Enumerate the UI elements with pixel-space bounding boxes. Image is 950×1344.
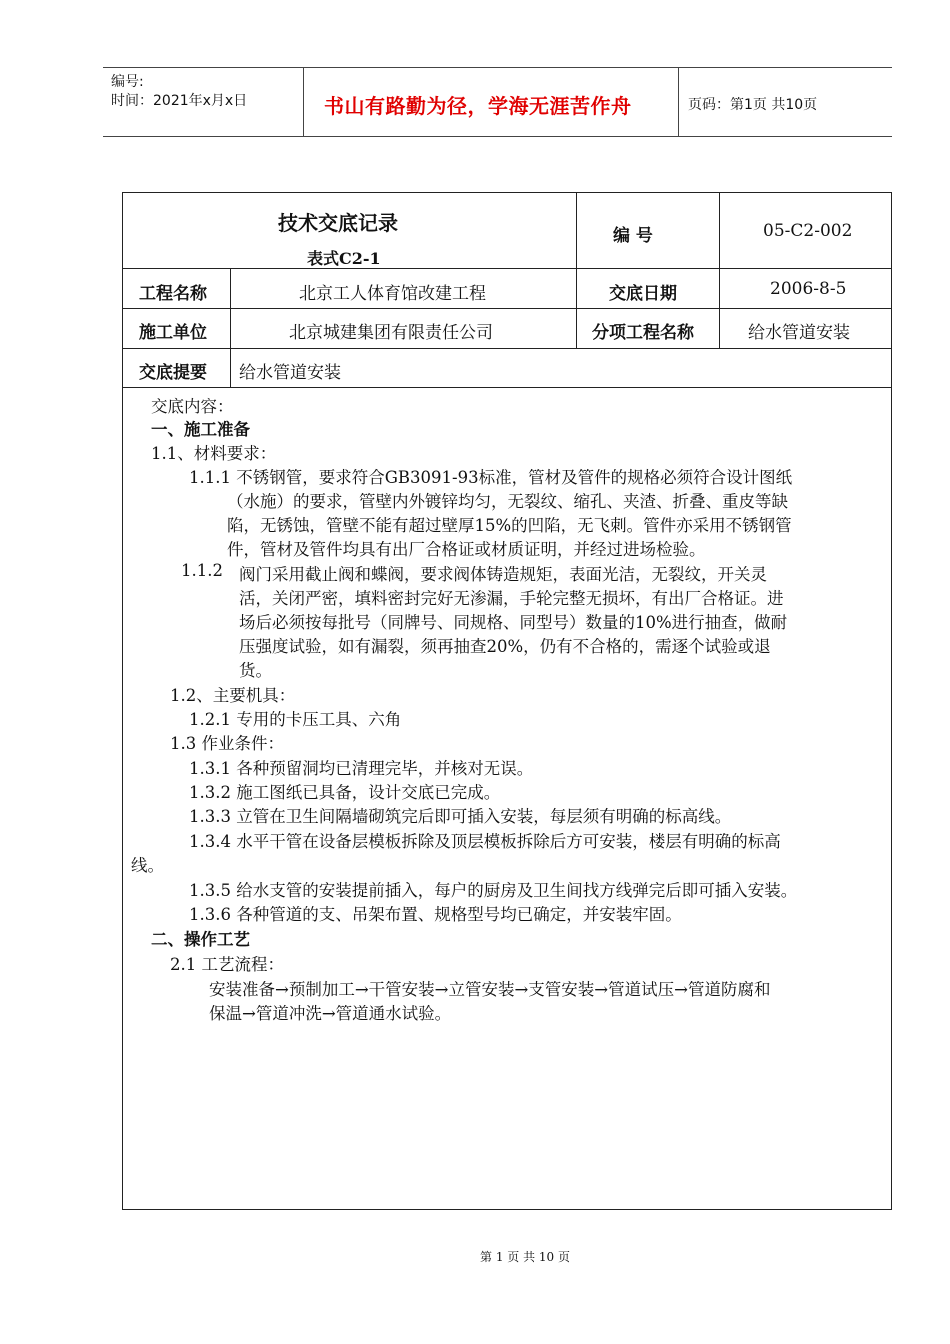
subsection-heading: 1.3 作业条件： bbox=[170, 734, 284, 753]
paragraph-line: 保温→管道冲洗→管道通水试验。 bbox=[209, 1004, 452, 1023]
subsection-heading: 1.2、主要机具： bbox=[170, 686, 296, 705]
paragraph-line: 场后必须按每批号（同牌号、同规格、同型号）数量的10%进行抽查，做耐 bbox=[239, 613, 788, 632]
paragraph-line: （水施）的要求，管壁内外镀锌均匀，无裂纹、缩孔、夹渣、折叠、重皮等缺 bbox=[227, 492, 788, 511]
paragraph-line: 阀门采用截止阀和蝶阀，要求阀体铸造规矩，表面光洁，无裂纹，开关灵 bbox=[239, 565, 767, 584]
paragraph-line: 货。 bbox=[239, 661, 272, 680]
unit-value: 北京城建集团有限责任公司 bbox=[289, 323, 493, 343]
paragraph-line: 线。 bbox=[131, 856, 164, 875]
paragraph-line: 1.3.4 水平干管在设备层模板拆除及顶层模板拆除后方可安装，楼层有明确的标高 bbox=[189, 832, 781, 851]
paragraph-line: 压强度试验，如有漏裂，须再抽查20%，仍有不合格的，需逐个试验或退 bbox=[239, 637, 771, 656]
project-value: 北京工人体育馆改建工程 bbox=[299, 284, 486, 304]
item-number: 1.1.2 bbox=[181, 561, 223, 580]
form-subtitle: 表式C2-1 bbox=[307, 249, 381, 268]
paragraph-line: 陷，无锈蚀，管壁不能有超过壁厚15%的凹陷，无飞刺。管件亦采用不锈钢管 bbox=[227, 516, 792, 535]
subsection-heading: 1.1、材料要求： bbox=[151, 444, 277, 463]
slogan: 书山有路勤为径，学海无涯苦作舟 bbox=[324, 94, 632, 118]
page-label: 页码：第1页 共10页 bbox=[688, 97, 818, 113]
time-label: 时间：2021年x月x日 bbox=[111, 93, 248, 109]
paragraph-line: 1.2.1 专用的卡压工具、六角 bbox=[189, 710, 402, 729]
paragraph-line: 1.3.5 给水支管的安装提前插入，每户的厨房及卫生间找方线弹完后即可插入安装。 bbox=[189, 881, 798, 900]
paragraph-line: 件，管材及管件均具有出厂合格证或材质证明，并经过进场检验。 bbox=[227, 540, 706, 559]
subitem-value: 给水管道安装 bbox=[748, 323, 850, 343]
form-title: 技术交底记录 bbox=[278, 211, 398, 235]
paragraph-line: 1.3.3 立管在卫生间隔墙砌筑完后即可插入安装，每层须有明确的标高线。 bbox=[189, 807, 732, 826]
paragraph-line: 1.3.1 各种预留洞均已清理完毕，并核对无误。 bbox=[189, 759, 534, 778]
paragraph-line: 1.3.2 施工图纸已具备，设计交底已完成。 bbox=[189, 783, 501, 802]
serial-label: 编号: bbox=[111, 74, 144, 90]
paragraph-line: 1.1.1 不锈钢管，要求符合GB3091-93标准，管材及管件的规格必须符合设计图纸 bbox=[189, 468, 793, 487]
page-footer bbox=[0, 1248, 950, 1265]
date-value: 2006-8-5 bbox=[770, 279, 847, 299]
section-heading: 一、施工准备 bbox=[151, 420, 250, 439]
date-label: 交底日期 bbox=[609, 284, 677, 304]
unit-label: 施工单位 bbox=[139, 323, 207, 343]
content-intro: 交底内容： bbox=[151, 397, 234, 416]
project-label: 工程名称 bbox=[139, 284, 207, 304]
summary-label: 交底提要 bbox=[139, 363, 207, 383]
number-value: 05-C2-002 bbox=[763, 221, 853, 241]
header-page-cell bbox=[678, 68, 892, 136]
subsection-heading: 2.1 工艺流程： bbox=[170, 955, 284, 974]
header-slogan-cell bbox=[303, 68, 679, 136]
section-heading: 二、操作工艺 bbox=[151, 930, 250, 949]
paragraph-line: 活，关闭严密，填料密封完好无渗漏，手轮完整无损坏，有出厂合格证。进 bbox=[239, 589, 784, 608]
header-meta bbox=[103, 68, 303, 136]
subitem-label: 分项工程名称 bbox=[592, 323, 694, 343]
footer-page-number: 第 1 页 共 10 页 bbox=[480, 1250, 570, 1264]
paragraph-line: 1.3.6 各种管道的支、吊架布置、规格型号均已确定，并安装牢固。 bbox=[189, 905, 682, 924]
disclosure-form bbox=[122, 192, 892, 1210]
summary-value: 给水管道安装 bbox=[239, 363, 341, 383]
number-label: 编 号 bbox=[613, 226, 653, 246]
page-header bbox=[103, 67, 892, 137]
paragraph-line: 安装准备→预制加工→干管安装→立管安装→支管安装→管道试压→管道防腐和 bbox=[209, 980, 771, 999]
